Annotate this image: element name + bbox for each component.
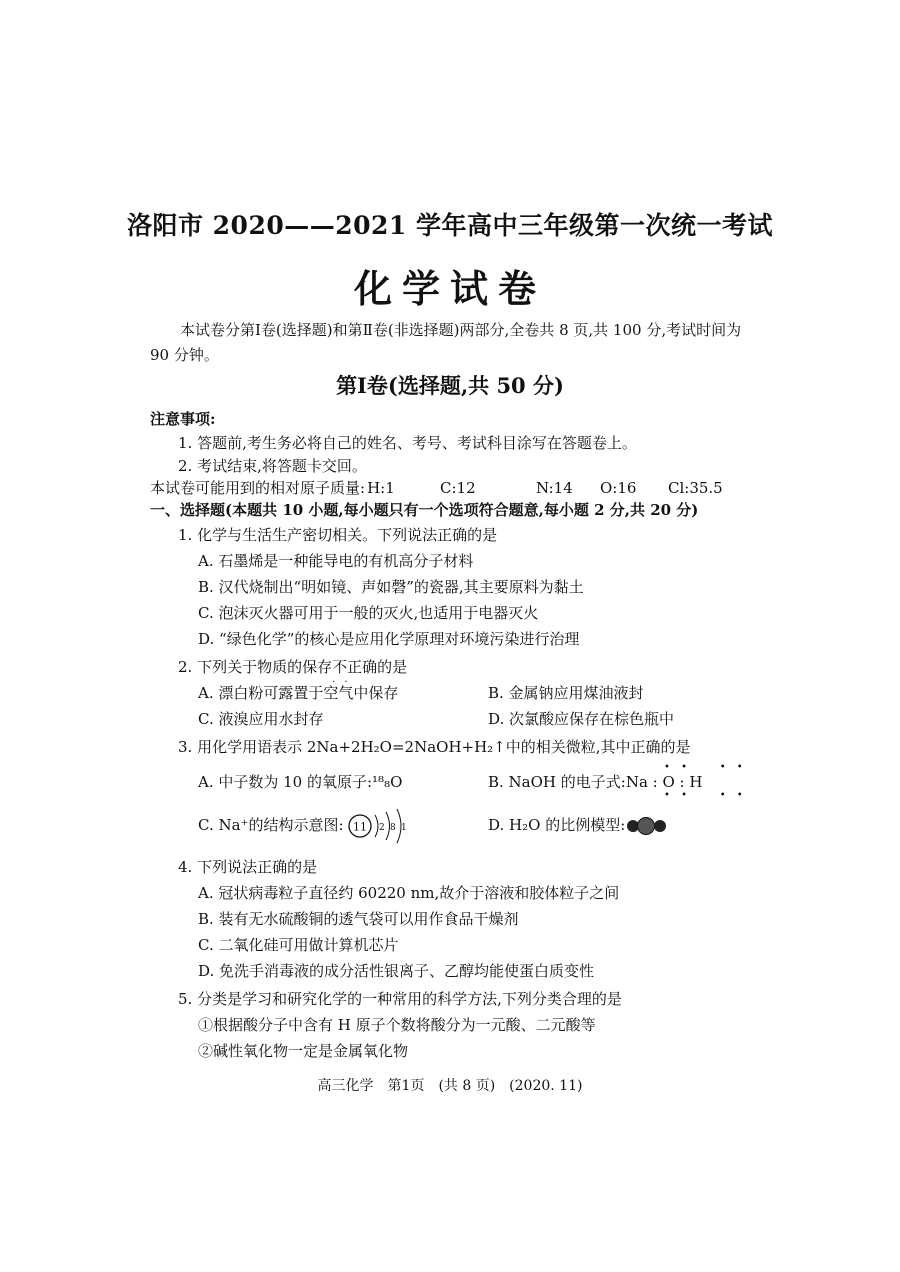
question-option: A. 中子数为 10 的氧原子:¹⁸₈O xyxy=(198,773,403,791)
question-stem: 5. 分类是学习和研究化学的一种常用的科学方法,下列分类合理的是 xyxy=(178,990,622,1008)
subject-title: 化学试卷 xyxy=(353,266,546,311)
question-option: C. 二氧化硅可用做计算机芯片 xyxy=(198,936,399,954)
electron-shell xyxy=(375,815,378,837)
nucleus-label: 11 xyxy=(353,820,367,834)
atomic-masses-row xyxy=(150,477,395,499)
atomic-mass-c: C:12 xyxy=(440,479,476,497)
shell-count: 2 xyxy=(379,823,385,833)
atomic-masses-label: 本试卷可能用到的相对原子质量: xyxy=(150,479,366,497)
atomic-mass-n: N:14 xyxy=(536,479,573,497)
question-stem: 2. 下列关于物质的保存不正确 · ·的是 xyxy=(178,656,407,678)
question-stem: 1. 化学与生活生产密切相关。下列说法正确的是 xyxy=(178,526,498,544)
question-option: A. 冠状病毒粒子直径约 60220 nm,故介于溶液和胶体粒子之间 xyxy=(198,884,620,902)
section-heading: 第Ⅰ卷(选择题,共 50 分) xyxy=(336,373,564,398)
question-option: A. 漂白粉可露置于空气中保存 xyxy=(198,684,399,702)
water-space-filling-model xyxy=(624,816,670,836)
shell-count: 1 xyxy=(401,823,407,833)
question-option: B. 金属钠应用煤油液封 xyxy=(488,684,644,702)
question-stem: 3. 用化学用语表示 2Na+2H₂O=2NaOH+H₂↑中的相关微粒,其中正确的是 xyxy=(178,738,691,756)
question-option: C. 泡沫灭火器可用于一般的灭火,也适用于电器灭火 xyxy=(198,604,539,622)
question-stem: 4. 下列说法正确的是 xyxy=(178,858,318,876)
electron-shell xyxy=(386,812,390,840)
part-heading: 一、选择题(本题共 10 小题,每小题只有一个选项符合题意,每小题 2 分,共 20 分) xyxy=(150,501,699,519)
question-item: ②碱性氧化物一定是金属氧化物 xyxy=(198,1042,409,1060)
question-option: D. “绿色化学”的核心是应用化学原理对环境污染进行治理 xyxy=(198,630,580,648)
electron-dots-top: • • • • xyxy=(664,762,747,773)
shell-count: 8 xyxy=(390,823,396,833)
atomic-mass-cl: Cl:35.5 xyxy=(668,479,723,497)
question-option: D. 免洗手消毒液的成分活性银离子、乙醇均能使蛋白质变性 xyxy=(198,962,595,980)
question-option: B. 装有无水硫酸铜的透气袋可以用作食品干燥剂 xyxy=(198,910,519,928)
emphasized-text: 不正确 · · xyxy=(332,658,377,676)
page-footer: 高三化学 第1页 (共 8 页) (2020. 11) xyxy=(317,1078,583,1094)
question-option: B. 汉代烧制出“明如镜、声如磬”的瓷器,其主要原料为黏土 xyxy=(198,578,584,596)
ion-structure-diagram xyxy=(343,807,413,845)
oxygen-atom xyxy=(638,818,655,835)
electron-dots-bottom: • • • • xyxy=(664,790,747,801)
note-item: 2. 考试结束,将答题卡交回。 xyxy=(178,457,367,475)
question-option: A. 石墨烯是一种能导电的有机高分子材料 xyxy=(198,552,474,570)
question-option: C. 液溴应用水封存 xyxy=(198,710,324,728)
question-option-b: B. NaOH 的电子式:Na : O : H xyxy=(488,773,703,791)
atomic-mass-o: O:16 xyxy=(600,479,637,497)
question-option-d: D. H₂O 的比例模型: xyxy=(488,816,626,834)
exam-title: 洛阳市 2020——2021 学年高中三年级第一次统一考试 xyxy=(126,211,774,240)
atomic-mass-h: H:1 xyxy=(367,479,395,497)
hydrogen-atom xyxy=(654,820,666,832)
note-item: 1. 答题前,考生务必将自己的姓名、考号、考试科目涂写在答题卷上。 xyxy=(178,434,637,452)
electron-formula: Na : O : H xyxy=(625,773,703,791)
question-option-c: C. Na⁺的结构示意图: xyxy=(198,816,344,834)
question-option: D. 次氯酸应保存在棕色瓶中 xyxy=(488,710,675,728)
question-item: ①根据酸分子中含有 H 原子个数将酸分为一元酸、二元酸等 xyxy=(198,1016,596,1034)
notes-title: 注意事项: xyxy=(150,410,216,428)
exam-intro: 本试卷分第Ⅰ卷(选择题)和第Ⅱ卷(非选择题)两部分,全卷共 8 页,共 100 分,考试时间为 90 分钟。 xyxy=(150,321,742,364)
